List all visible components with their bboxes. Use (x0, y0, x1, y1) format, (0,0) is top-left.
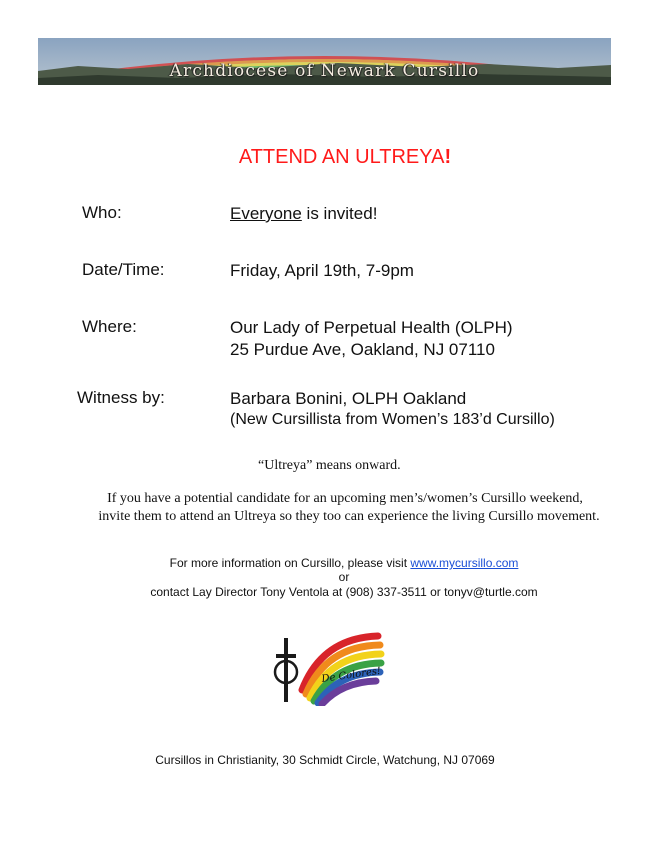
date-label: Date/Time: (82, 260, 165, 279)
logo-text: De Colores! (320, 665, 382, 685)
witness-line2: (New Cursillista from Women’s 183’d Cursillo) (230, 411, 555, 428)
who-value (230, 203, 377, 224)
where-line1: Our Lady of Perpetual Health (OLPH) (230, 318, 513, 337)
header-banner (38, 38, 611, 85)
cross-rainbow-icon (270, 628, 386, 706)
info-or: or (338, 570, 350, 584)
mycursillo-link[interactable]: www.mycursillo.com (410, 556, 519, 570)
info-prefix: For more information on Cursillo, please visit (169, 556, 411, 570)
page-headline (0, 146, 650, 169)
headline-text: ATTEND AN ULTREYA (238, 146, 445, 168)
de-colores-logo (270, 628, 386, 706)
banner-title: Archdiocese of Newark Cursillo (169, 61, 480, 81)
candidate-line1: If you have a potential candidate for an upcoming men’s/women’s Cursillo weekend, (107, 491, 583, 506)
info-contact: contact Lay Director Tony Ventola at (908) 337-3511 or tonyv@turtle.com (150, 585, 538, 599)
witness-label: Witness by: (77, 388, 165, 407)
where-line2: 25 Purdue Ave, Oakland, NJ 07110 (230, 340, 495, 359)
who-underlined: Everyone (230, 204, 302, 223)
witness-line1: Barbara Bonini, OLPH Oakland (230, 389, 467, 408)
who-label: Who: (82, 203, 122, 222)
date-value: Friday, April 19th, 7-9pm (230, 261, 414, 280)
where-label: Where: (82, 317, 137, 336)
candidate-line2: invite them to attend an Ultreya so they too can experience the living Cursillo movement. (98, 509, 600, 524)
headline-exclaim: ! (444, 146, 452, 168)
info-line1 (19, 556, 650, 570)
ultreya-meaning: “Ultreya” means onward. (258, 458, 401, 473)
who-rest: is invited! (301, 204, 378, 223)
footer-address: Cursillos in Christianity, 30 Schmidt Circle, Watchung, NJ 07069 (155, 753, 495, 767)
